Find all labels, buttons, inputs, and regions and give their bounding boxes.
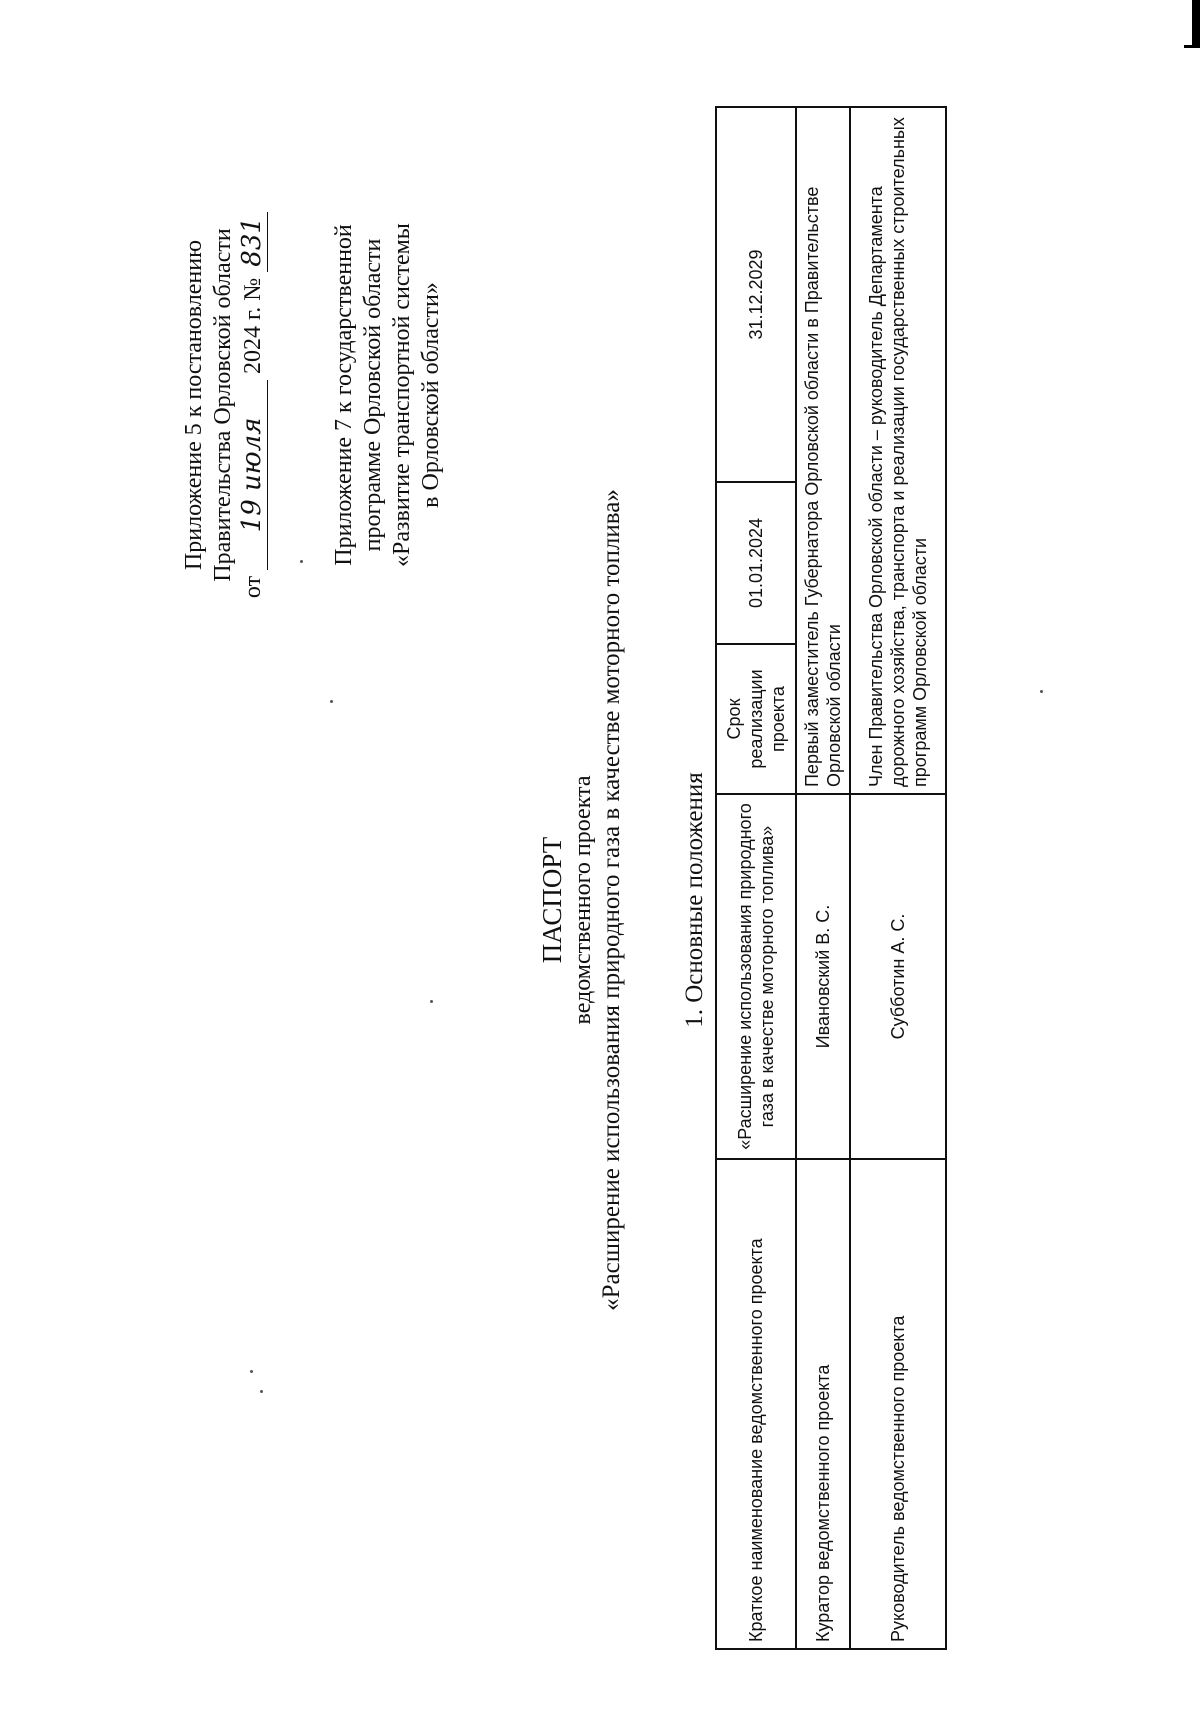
appendix-5-line3 bbox=[238, 185, 268, 625]
handwritten-date: 19 июля bbox=[238, 380, 268, 570]
appendix-7-line4: в Орловской области» bbox=[418, 282, 444, 508]
appendix-7-line2: программе Орловской области bbox=[360, 238, 386, 552]
curator-label: Куратор ведомственного проекта bbox=[796, 1159, 850, 1649]
appendix-7-line3: «Развитие транспортной системы bbox=[389, 223, 415, 567]
appendix-5-block bbox=[180, 185, 268, 625]
project-name: «Расширение использования природного газа в качестве моторного топлива» bbox=[598, 489, 625, 1311]
appendix-5-line1: Приложение 5 к постановлению bbox=[181, 239, 207, 571]
start-date: 01.01.2024 bbox=[716, 482, 796, 644]
passport-title: ПАСПОРТ bbox=[537, 836, 567, 964]
head-label: Руководитель ведомственного проекта bbox=[850, 1159, 946, 1649]
appendix-7-line1: Приложение 7 к государственной bbox=[331, 224, 357, 566]
curator-position: Первый заместитель Губернатора Орловской области в Правительстве Орловской области bbox=[796, 107, 850, 794]
short-name-label: Краткое наименование ведомственного проекта bbox=[716, 1159, 796, 1649]
appendix-7-block bbox=[330, 180, 446, 610]
passport-heading bbox=[535, 325, 627, 1475]
passport-subtitle: ведомственного проекта bbox=[570, 775, 596, 1025]
table-row bbox=[796, 107, 850, 1649]
table-row bbox=[716, 107, 796, 1649]
term-label: Срок реализации проекта bbox=[716, 644, 796, 794]
main-provisions-table bbox=[715, 106, 947, 1650]
appendix-5-line2: Правительства Орловской области bbox=[210, 228, 236, 582]
curator-name: Ивановский В. С. bbox=[796, 794, 850, 1159]
end-date: 31.12.2029 bbox=[716, 107, 796, 482]
date-prefix: от bbox=[240, 575, 266, 599]
handwritten-number: 831 bbox=[238, 212, 268, 272]
head-position: Член Правительства Орловской области – руководитель Департамента дорожного хозяйства, транспорта и реализации государственных строительных программ Орловской области bbox=[850, 107, 946, 794]
short-name-value: «Расширение использования природного газа в качестве моторного топлива» bbox=[716, 794, 796, 1159]
year-number-label: 2024 г. № bbox=[240, 277, 266, 374]
section-title: 1. Основные положения bbox=[681, 772, 708, 1028]
table-row bbox=[850, 107, 946, 1649]
head-name: Субботин А. С. bbox=[850, 794, 946, 1159]
